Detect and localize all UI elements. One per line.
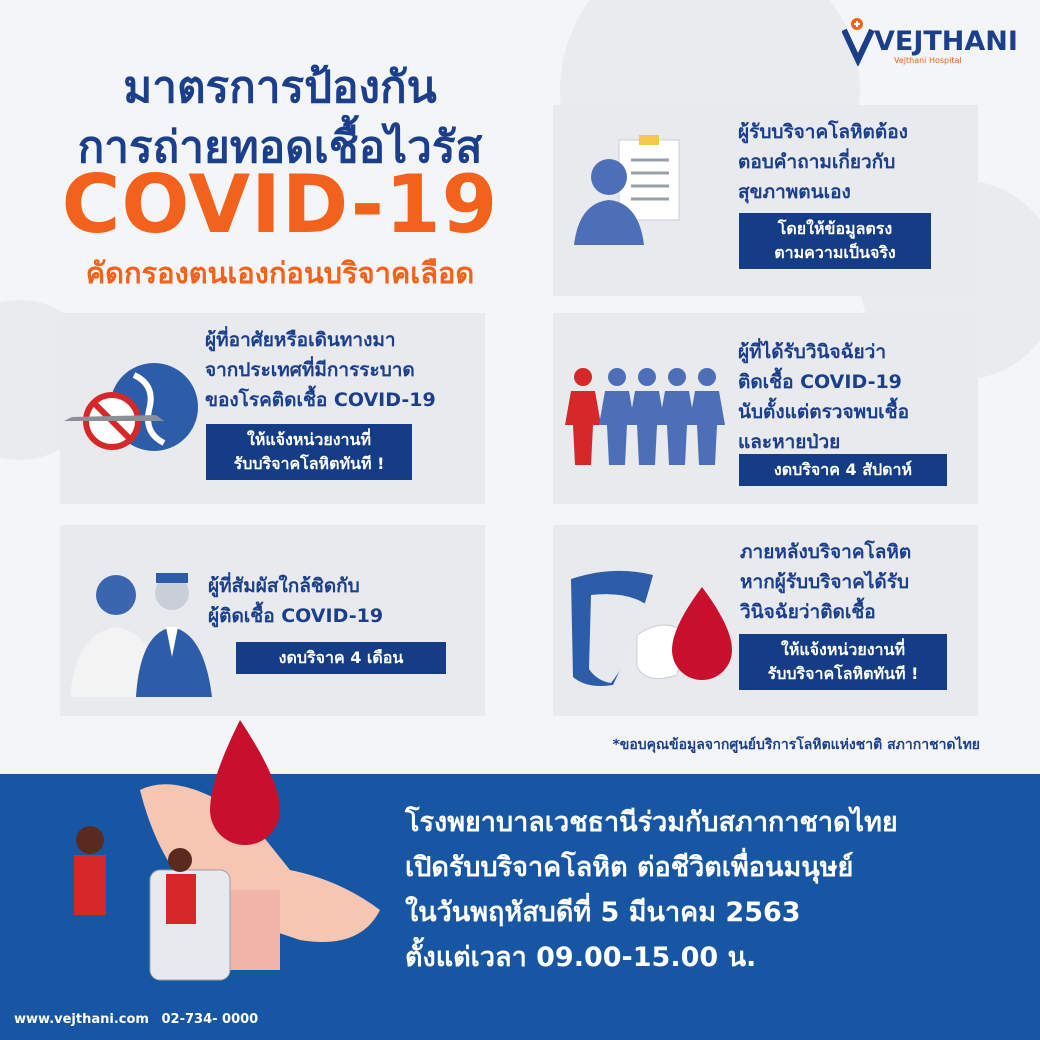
card-health-questionnaire: [553, 105, 978, 296]
card-badge: ให้แจ้งหน่วยงานที่ รับบริจาคโลหิตทันที !: [739, 634, 947, 690]
blood-donation-illustration: [60, 710, 400, 1010]
card-travel-risk: [60, 313, 485, 504]
card-text: ผู้ที่สัมผัสใกล้ชิดกับ ผู้ติดเชื้อ COVID-19: [208, 575, 384, 627]
card-text: ผู้ที่อาศัยหรือเดินทางมา จากประเทศที่มีการระบาด ของโรคติดเชื้อ COVID-19: [205, 329, 436, 411]
logo-wordmark: VEJTHANI: [874, 26, 1018, 57]
virus-test-blood-drop-icon: [567, 565, 737, 695]
headline-subtitle: คัดกรองตนเองก่อนบริจาคเลือด: [85, 256, 475, 290]
card-text: ผู้ที่ได้รับวินิจฉัยว่า ติดเชื้อ COVID-19 นับตั้งแต่ตรวจพบเชื้อ และหายป่วย: [738, 341, 909, 453]
card-post-donation: [553, 525, 978, 716]
people-group-icon: [565, 365, 725, 465]
close-contact-people-icon: [70, 567, 220, 702]
contact-info: [14, 1012, 258, 1027]
headline-line-2: การถ่ายทอดเชื้อไวรัส: [77, 122, 483, 173]
logo-subtitle: Vejthani Hospital: [894, 56, 962, 65]
card-close-contact: [60, 525, 485, 716]
card-diagnosed-recovered: [553, 313, 978, 504]
website-link[interactable]: www.vejthani.com: [14, 1012, 149, 1027]
source-credit: *ขอบคุณข้อมูลจากศูนย์บริการโลหิตแห่งชาติ สภากาชาดไทย: [612, 737, 980, 753]
globe-no-flight-icon: [64, 355, 204, 465]
card-badge: ให้แจ้งหน่วยงานที่ รับบริจาคโลหิตทันที !: [206, 424, 412, 480]
headline-covid: COVID-19: [61, 158, 499, 251]
vejthani-logo: [842, 16, 1022, 70]
card-badge: โดยให้ข้อมูลตรง ตามความเป็นจริง: [739, 213, 931, 269]
headline-line-1: มาตรการป้องกัน: [123, 62, 437, 113]
card-badge: งดบริจาค 4 เดือน: [236, 642, 446, 674]
person-clipboard-icon: [569, 135, 689, 250]
promo-text: โรงพยาบาลเวชธานีร่วมกับสภากาชาดไทย เปิดรับบริจาคโลหิต ต่อชีวิตเพื่อนมนุษย์ ในวันพฤหัสบดีที่ 5 มีนาคม 2563 ตั้งแต่เวลา 09.00-15.00 น.: [405, 807, 898, 973]
card-text: ภายหลังบริจาคโลหิต หากผู้รับบริจาคได้รับ วินิจฉัยว่าติดเชื้อ: [740, 541, 912, 623]
phone-number: 02-734- 0000: [161, 1012, 259, 1027]
card-badge: งดบริจาค 4 สัปดาห์: [739, 454, 947, 486]
card-text: ผู้รับบริจาคโลหิตต้อง ตอบคำถามเกี่ยวกับ สุขภาพตนเอง: [738, 121, 908, 203]
